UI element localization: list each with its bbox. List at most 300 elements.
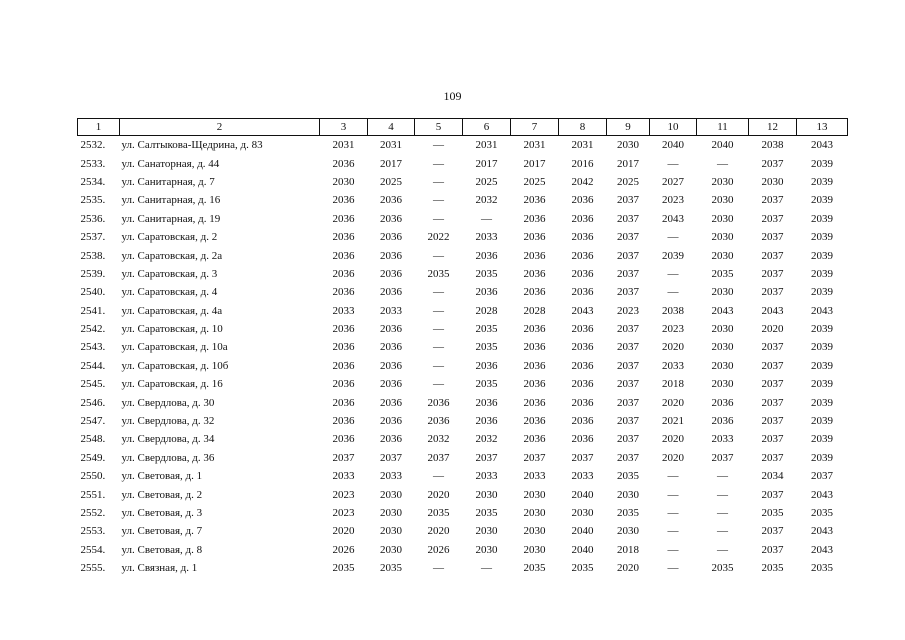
row-value: — [717,488,728,501]
row-value: 2033 [523,470,546,483]
row-value: 2037 [761,249,784,262]
row-value: 2033 [571,470,594,483]
row-value: 2023 [662,194,684,207]
row-value: — [717,543,728,556]
row-value: 2036 [380,212,402,225]
row-value: 2037 [617,451,639,464]
row-number: 2540. [80,286,106,299]
row-value: 2040 [662,139,684,152]
row-value: 2035 [475,323,498,336]
row-value: 2043 [811,304,833,317]
row-value: 2036 [475,359,498,372]
row-value: 2036 [427,415,450,428]
row-value: 2030 [475,488,498,501]
row-value: 2026 [332,543,355,556]
row-value: — [433,249,444,262]
row-value: 2030 [711,378,734,391]
row-value: 2036 [523,249,546,262]
row-value: 2030 [761,175,784,188]
row-address: ул. Саратовская, д. 10 [121,323,223,336]
row-address: ул. Санаторная, д. 44 [121,157,220,170]
row-address: ул. Свердлова, д. 30 [121,396,215,409]
row-value: 2036 [571,212,594,225]
row-value: — [433,341,444,354]
row-value: 2035 [475,341,498,354]
row-value: 2036 [332,231,355,244]
row-number: 2535. [80,194,106,207]
row-address: ул. Саратовская, д. 10б [121,359,229,372]
row-value: 2036 [380,396,402,409]
row-value: 2036 [571,267,594,280]
row-value: 2036 [332,286,355,299]
row-value: 2036 [571,378,594,391]
row-value: 2036 [380,267,402,280]
row-address: ул. Саратовская, д. 10а [121,341,228,354]
row-value: 2036 [711,415,734,428]
row-value: 2025 [380,175,402,188]
row-value: — [717,157,728,170]
row-value: 2043 [662,212,684,225]
row-value: 2035 [475,507,498,519]
row-value: 2036 [380,341,402,354]
table-row [78,393,848,411]
table-row [78,559,848,577]
row-value: 2037 [761,231,784,244]
row-value: — [667,525,679,538]
row-value: 2038 [761,139,784,152]
row-address: ул. Саратовская, д. 2 [121,231,218,244]
table-row [78,173,848,191]
row-value: 2031 [332,139,355,152]
row-value: 2030 [380,488,402,501]
row-number: 2553. [80,525,106,538]
row-value: — [667,488,679,501]
row-address: ул. Салтыкова-Щедрина, д. 83 [121,139,263,152]
row-value: 2037 [761,212,784,225]
row-value: — [667,231,679,244]
row-value: — [667,543,679,556]
row-value: 2036 [332,359,355,372]
column-header-7: 7 [511,119,559,136]
row-value: 2036 [523,378,546,391]
row-address: ул. Саратовская, д. 3 [121,267,218,280]
row-value: 2037 [617,341,639,354]
row-value: 2036 [571,323,594,336]
table-row [78,136,848,155]
row-value: 2039 [811,396,833,409]
row-value: 2037 [332,451,355,464]
row-value: — [481,212,492,225]
row-value: 2035 [332,562,355,575]
header-row [78,119,848,136]
row-address: ул. Световая, д. 1 [121,470,203,483]
row-value: 2036 [523,415,546,428]
row-value: 2018 [662,378,684,391]
row-value: 2039 [811,359,833,372]
table-header [78,119,848,136]
row-value: 2039 [811,451,833,464]
row-value: 2036 [571,249,594,262]
row-address: ул. Саратовская, д. 16 [121,378,223,391]
row-value: 2039 [811,249,833,262]
row-value: 2037 [761,359,784,372]
row-address: ул. Свердлова, д. 32 [121,415,215,428]
row-value: 2037 [617,378,639,391]
row-value: 2036 [523,212,546,225]
row-value: 2036 [380,231,402,244]
table-row [78,210,848,228]
row-value: 2037 [811,470,833,483]
row-value: 2037 [617,267,639,280]
row-value: — [667,562,679,575]
row-value: 2036 [571,359,594,372]
row-number: 2555. [80,562,106,575]
row-value: 2039 [811,231,833,244]
row-value: 2043 [571,304,594,317]
row-value: 2031 [571,139,594,152]
row-value: 2030 [523,488,546,501]
row-value: 2028 [523,304,546,317]
row-value: 2039 [811,267,833,280]
row-value: 2039 [811,323,833,336]
row-value: 2037 [761,378,784,391]
row-value: — [717,525,728,538]
row-value: 2037 [617,415,639,428]
row-value: 2036 [571,341,594,354]
row-value: 2036 [332,249,355,262]
row-value: 2036 [523,396,546,409]
row-value: 2030 [711,212,734,225]
row-value: 2036 [571,286,594,299]
row-value: 2030 [523,543,546,556]
row-value: 2043 [811,139,833,152]
table-row [78,265,848,283]
row-value: 2020 [662,433,684,446]
row-value: 2023 [332,507,355,519]
table-row [78,467,848,485]
row-value: 2033 [711,433,734,446]
row-value: 2037 [617,433,639,446]
table-body [78,136,848,578]
row-value: 2017 [523,157,546,170]
row-address: ул. Санитарная, д. 19 [121,212,221,225]
row-number: 2536. [80,212,106,225]
row-value: 2037 [761,415,784,428]
row-number: 2533. [80,157,106,170]
row-value: 2018 [617,543,639,556]
row-value: 2037 [761,194,784,207]
row-value: 2039 [662,249,684,262]
row-value: 2036 [332,396,355,409]
row-value: 2033 [380,470,402,483]
row-value: 2039 [811,175,833,188]
row-value: 2020 [662,341,684,354]
row-value: 2035 [523,562,546,575]
row-value: — [433,139,444,152]
row-value: 2036 [475,396,498,409]
row-value: 2036 [571,396,594,409]
row-value: 2043 [811,488,833,501]
row-value: 2025 [475,175,498,188]
row-value: — [433,323,444,336]
row-number: 2551. [80,488,106,501]
row-number: 2534. [80,175,106,188]
row-value: 2040 [571,488,594,501]
row-address: ул. Световая, д. 7 [121,525,203,538]
row-value: 2030 [475,525,498,538]
row-value: 2037 [761,451,784,464]
page-number: 109 [443,89,462,103]
table-row [78,412,848,430]
row-value: 2036 [380,433,402,446]
row-value: 2037 [571,451,594,464]
row-value: 2020 [427,525,450,538]
table-row [78,283,848,301]
row-value: 2031 [475,139,498,152]
row-value: 2030 [711,231,734,244]
row-number: 2544. [80,359,106,372]
table-row [78,228,848,246]
row-value: 2040 [571,543,594,556]
row-value: 2035 [811,507,833,519]
row-value: 2020 [617,562,639,575]
row-value: 2020 [427,488,450,501]
row-value: — [667,470,679,483]
column-header-3: 3 [320,119,368,136]
row-number: 2545. [80,378,106,391]
row-value: — [667,267,679,280]
row-value: — [433,378,444,391]
row-value: — [433,470,444,483]
column-header-13: 13 [797,119,848,136]
row-value: 2037 [761,525,784,538]
column-header-12: 12 [749,119,797,136]
row-value: 2033 [332,470,355,483]
row-number: 2554. [80,543,106,556]
row-value: 2042 [571,175,594,188]
row-value: 2036 [332,323,355,336]
row-value: 2043 [711,304,734,317]
row-value: 2036 [571,433,594,446]
row-value: 2023 [332,488,355,501]
row-value: 2031 [523,139,546,152]
row-number: 2538. [80,249,106,262]
row-value: 2036 [571,415,594,428]
row-value: 2036 [711,396,734,409]
row-value: 2037 [427,451,450,464]
row-value: 2027 [662,175,684,188]
row-value: 2043 [811,525,833,538]
row-address: ул. Свердлова, д. 34 [121,433,215,446]
row-value: 2023 [662,323,684,336]
column-header-8: 8 [559,119,607,136]
row-value: 2035 [711,562,734,575]
row-value: 2036 [380,415,402,428]
row-value: 2030 [711,194,734,207]
row-number: 2549. [80,451,106,464]
row-value: 2036 [523,359,546,372]
data-table-container [77,118,847,577]
table-row [78,191,848,209]
column-header-1: 1 [78,119,120,136]
row-value: — [667,507,679,519]
row-value: 2036 [571,194,594,207]
table-row [78,430,848,448]
row-value: 2037 [523,451,546,464]
row-value: 2028 [475,304,498,317]
row-value: 2036 [332,212,355,225]
row-value: 2035 [617,507,639,519]
row-value: 2037 [617,359,639,372]
table-row [78,485,848,503]
row-value: 2036 [523,286,546,299]
row-number: 2552. [80,507,106,519]
row-value: 2033 [475,470,498,483]
table-row [78,504,848,522]
row-value: 2040 [571,525,594,538]
row-value: 2025 [617,175,639,188]
row-value: 2036 [427,396,450,409]
table-row [78,375,848,393]
row-value: 2035 [380,562,402,575]
row-value: 2043 [761,304,784,317]
row-value: 2036 [523,194,546,207]
row-value: 2036 [523,341,546,354]
row-value: — [433,157,444,170]
row-value: 2039 [811,415,833,428]
row-address: ул. Связная, д. 1 [121,562,198,575]
row-value: 2017 [475,157,498,170]
row-value: 2037 [475,451,498,464]
row-value: 2025 [523,175,546,188]
table-row [78,522,848,540]
row-address: ул. Санитарная, д. 16 [121,194,221,207]
row-number: 2550. [80,470,106,483]
row-value: 2035 [761,562,784,575]
row-value: 2040 [711,139,734,152]
row-value: 2037 [617,286,639,299]
row-value: 2030 [523,525,546,538]
row-value: 2017 [380,157,402,170]
row-value: — [667,157,679,170]
row-value: 2036 [523,323,546,336]
row-address: ул. Световая, д. 8 [121,543,203,556]
row-value: 2035 [811,562,833,575]
row-address: ул. Саратовская, д. 2а [121,249,223,262]
row-number: 2548. [80,433,106,446]
row-value: 2035 [475,267,498,280]
row-value: 2032 [475,194,498,207]
row-value: 2036 [475,249,498,262]
row-value: 2037 [761,267,784,280]
row-value: 2037 [761,543,784,556]
row-value: 2036 [523,267,546,280]
column-header-11: 11 [697,119,749,136]
row-value: — [433,359,444,372]
row-value: 2035 [475,378,498,391]
row-value: 2043 [811,543,833,556]
row-value: 2036 [332,194,355,207]
row-number: 2546. [80,396,106,409]
column-header-5: 5 [415,119,463,136]
row-value: 2037 [761,157,784,170]
row-value: 2037 [761,433,784,446]
row-value: 2026 [427,543,450,556]
row-value: 2030 [617,488,639,501]
row-value: — [717,470,728,483]
row-value: 2022 [427,231,450,244]
row-number: 2532. [80,139,106,152]
row-value: — [433,562,444,575]
table-row [78,246,848,264]
row-value: 2036 [332,433,355,446]
row-value: — [481,562,492,575]
row-value: 2039 [811,157,833,170]
row-value: 2032 [427,433,450,446]
row-value: 2033 [332,304,355,317]
row-value: 2016 [571,157,594,170]
row-value: 2036 [332,378,355,391]
row-value: — [433,175,444,188]
row-value: 2037 [761,286,784,299]
row-value: 2030 [711,286,734,299]
row-value: 2036 [523,433,546,446]
row-value: 2039 [811,286,833,299]
row-value: 2035 [711,267,734,280]
row-value: 2036 [475,415,498,428]
row-value: 2037 [711,451,734,464]
row-number: 2539. [80,267,106,280]
row-number: 2547. [80,415,106,428]
row-value: 2036 [332,341,355,354]
row-address: ул. Свердлова, д. 36 [121,451,215,464]
table-row [78,154,848,172]
table-row [78,357,848,375]
row-value: 2036 [380,249,402,262]
row-value: 2030 [523,507,546,519]
row-value: 2036 [332,415,355,428]
row-value: 2037 [617,212,639,225]
row-address: ул. Саратовская, д. 4 [121,286,218,299]
row-address: ул. Саратовская, д. 4а [121,304,223,317]
row-value: 2036 [475,286,498,299]
row-value: 2032 [475,433,498,446]
row-value: 2034 [761,470,784,483]
row-value: 2037 [617,194,639,207]
row-address: ул. Световая, д. 3 [121,507,203,519]
table-row [78,449,848,467]
table-row [78,302,848,320]
row-value: 2030 [617,139,639,152]
row-value: 2037 [761,341,784,354]
row-number: 2541. [80,304,106,317]
row-value: 2030 [711,175,734,188]
row-value: 2020 [332,525,355,538]
row-value: 2030 [380,525,402,538]
column-header-9: 9 [607,119,650,136]
row-value: 2037 [380,451,402,464]
row-value: 2035 [571,562,594,575]
table-row [78,338,848,356]
row-value: 2020 [662,451,684,464]
row-value: 2035 [427,267,450,280]
row-value: — [433,286,444,299]
row-address: ул. Световая, д. 2 [121,488,203,501]
row-value: 2033 [380,304,402,317]
row-value: 2035 [617,470,639,483]
row-value: 2030 [711,323,734,336]
row-value: 2039 [811,194,833,207]
